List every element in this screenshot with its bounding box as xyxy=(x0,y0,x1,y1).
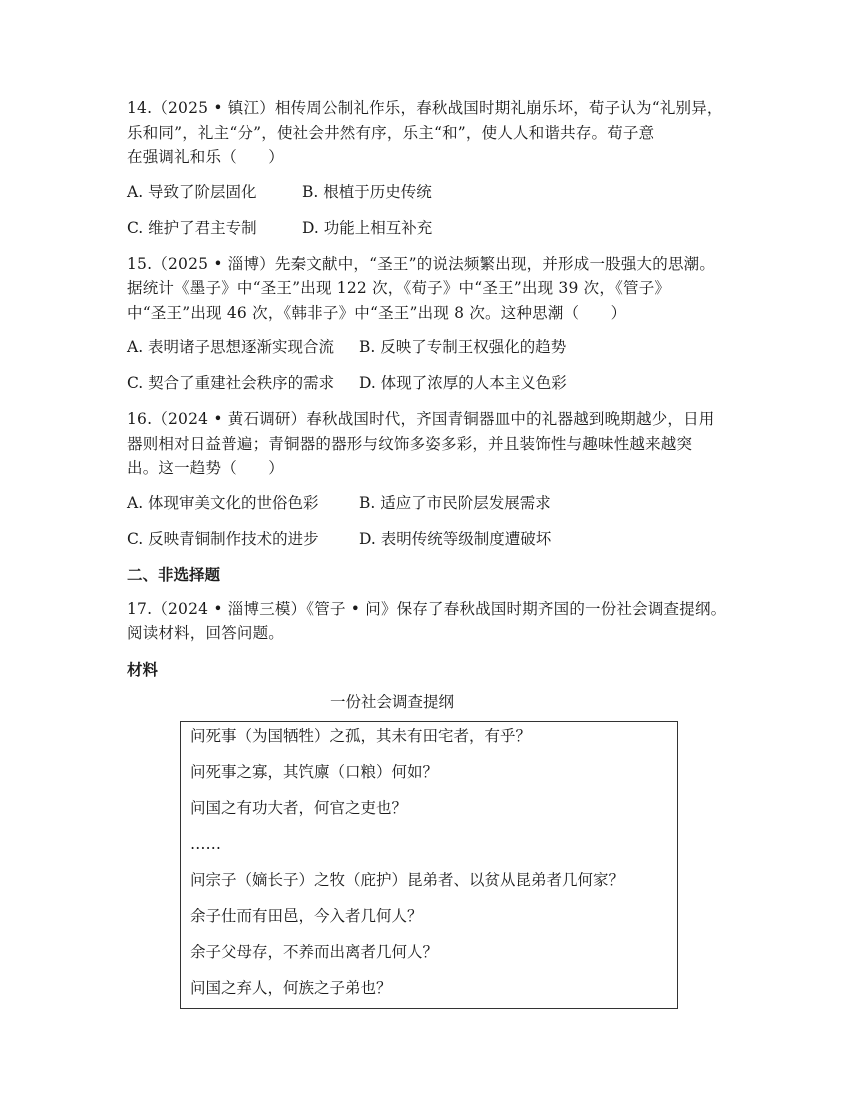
section-heading: 二、非选择题 xyxy=(127,565,221,584)
question-15-options-row-2 xyxy=(127,371,737,395)
question-15-line-2: 据统计《墨子》中“圣王”出现 122 次，《荀子》中“圣王”出现 39 次，《管子》 xyxy=(127,279,671,297)
question-14-option-a: A. 导致了阶层固化 xyxy=(127,182,257,201)
outline-line: 余子父母存，不养而出离者几何人？ xyxy=(190,942,439,961)
question-16-line-3: 出。这一趋势（ ） xyxy=(127,459,285,477)
question-15-option-c: C. 契合了重建社会秩序的需求 xyxy=(127,374,335,392)
question-16-stem xyxy=(127,407,737,481)
survey-outline-box xyxy=(180,721,678,1009)
question-14-line-2: 乐和同”，礼主“分”，使社会井然有序，乐主“和”，使人人和谐共存。荀子意 xyxy=(127,123,655,142)
question-16-options-row-1 xyxy=(127,491,737,515)
question-16-options-row-2 xyxy=(127,527,737,551)
question-16-line-2: 器则相对日益普遍；青铜器的器形与纹饰多姿多彩，并且装饰性与趣味性越来越突 xyxy=(127,434,693,453)
question-14-line-3: 在强调礼和乐（ ） xyxy=(127,148,285,166)
outline-ellipsis: …… xyxy=(190,834,221,853)
question-15-stem xyxy=(127,252,737,326)
question-15-option-a: A. 表明诸子思想逐渐实现合流 xyxy=(127,338,335,356)
question-14-option-b: B. 根植于历史传统 xyxy=(302,182,432,201)
outline-line: 余子仕而有田邑，今入者几何人？ xyxy=(190,906,423,925)
outline-table-title: 一份社会调查提纲 xyxy=(329,692,454,711)
question-15-options-row-1 xyxy=(127,335,737,359)
question-16-option-b: B. 适应了市民阶层发展需求 xyxy=(359,493,551,512)
question-17-line-2: 阅读材料，回答问题。 xyxy=(127,624,285,642)
question-15-line-3: 中“圣王”出现 46 次，《韩非子》中“圣王”出现 8 次。这种思潮（ ） xyxy=(127,303,627,322)
question-15-option-d: D. 体现了浓厚的人本主义色彩 xyxy=(359,374,567,392)
outline-line: 问国之弃人，何族之子弟也？ xyxy=(190,978,392,997)
question-15-option-b: B. 反映了专制王权强化的趋势 xyxy=(359,338,567,356)
question-14-line-1: 14.（2025 • 镇江）相传周公制礼作乐，春秋战国时期礼崩乐坏，荀子认为“礼别异， xyxy=(127,99,723,117)
question-16-option-c: C. 反映青铜制作技术的进步 xyxy=(127,529,319,548)
question-17-stem xyxy=(127,597,737,646)
outline-line: 问死事（为国牺牲）之孤，其未有田宅者，有乎？ xyxy=(190,726,532,745)
outline-line: 问国之有功大者，何官之吏也？ xyxy=(190,798,408,817)
question-14-option-d: D. 功能上相互补充 xyxy=(302,218,433,237)
question-16-option-d: D. 表明传统等级制度遭破坏 xyxy=(359,529,552,548)
question-17-line-1: 17.（2024 • 淄博三模）《管子 • 问》保存了春秋战国时期齐国的一份社会调查提纲。 xyxy=(127,599,727,618)
material-label: 材料 xyxy=(127,660,159,679)
question-14-option-c: C. 维护了君主专制 xyxy=(127,218,257,237)
question-16-option-a: A. 体现审美文化的世俗色彩 xyxy=(127,493,319,512)
question-15-line-1: 15.（2025 • 淄博）先秦文献中，“圣王”的说法频繁出现，并形成一股强大的思潮。 xyxy=(127,254,716,273)
outline-line: 问宗子（嫡长子）之牧（庇护）昆弟者、以贫从昆弟者几何家？ xyxy=(190,870,625,889)
outline-line: 问死事之寡，其饩廪（口粮）何如？ xyxy=(190,762,439,781)
question-14-options-row-2 xyxy=(127,216,737,240)
question-14-stem xyxy=(127,96,737,170)
question-14-options-row-1 xyxy=(127,180,737,204)
worksheet-page xyxy=(127,96,737,997)
question-16-line-1: 16.（2024 • 黄石调研）春秋战国时代，齐国青铜器皿中的礼器越到晚期越少，日用 xyxy=(127,410,715,428)
